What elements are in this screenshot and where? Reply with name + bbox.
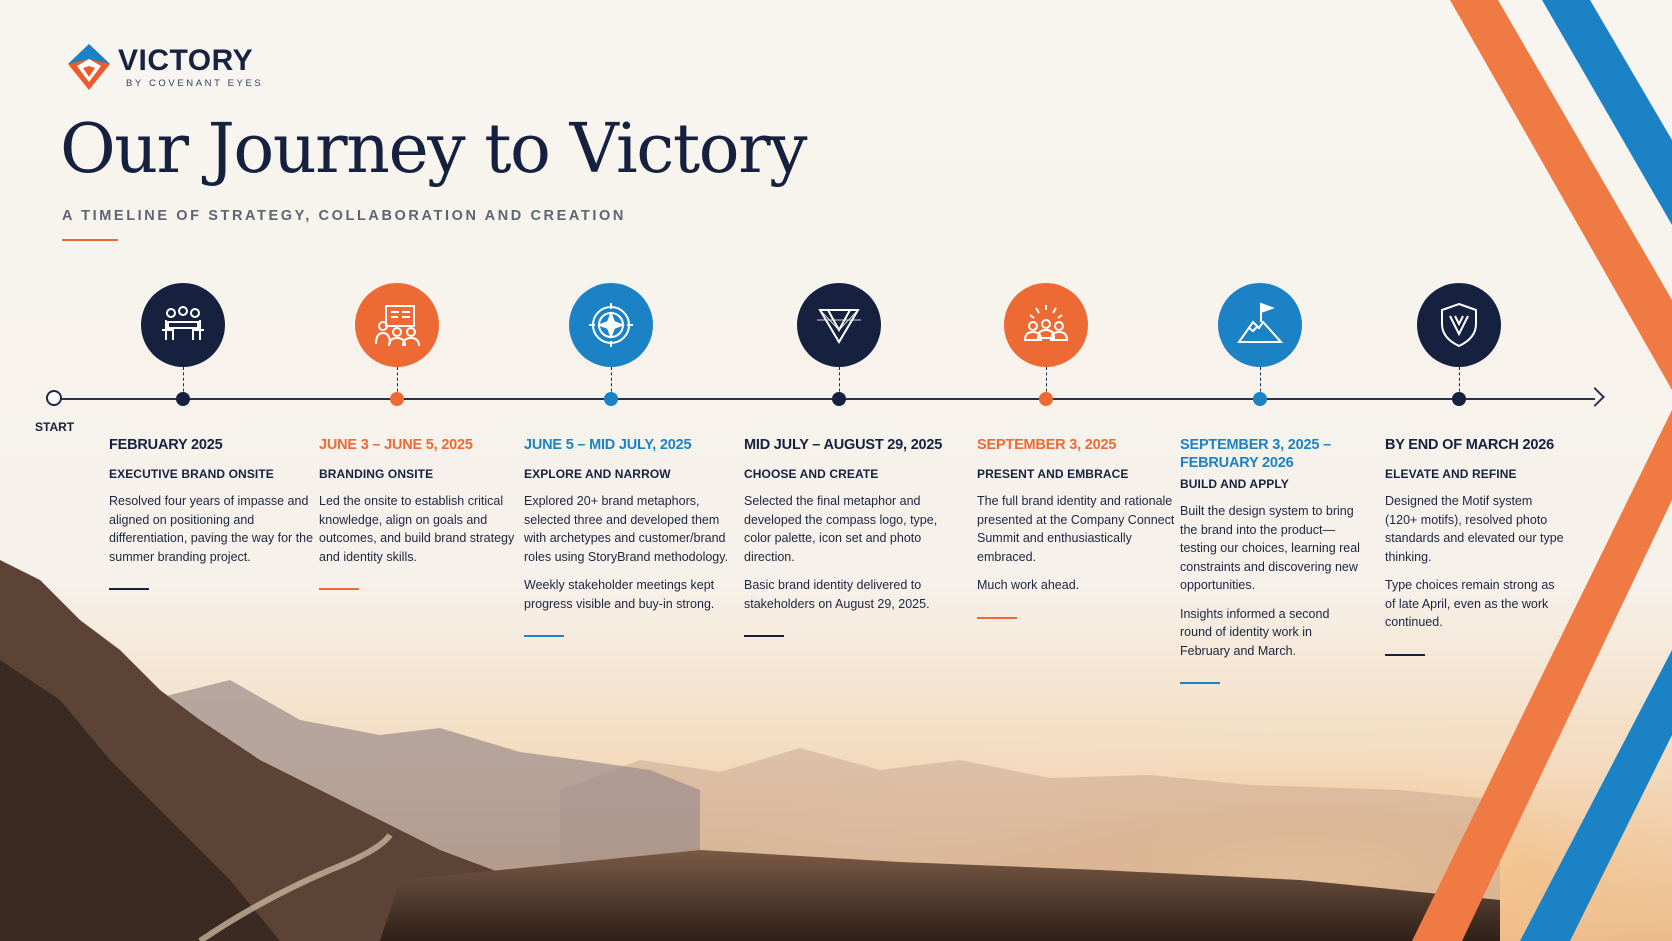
stage-description: Led the onsite to establish critical knowledge, align on goals and outcomes, and build brand strategy and identity skills. — [319, 494, 515, 564]
stage-description: Built the design system to bring the brand into the product—testing our choices, learning real constraints and discovering new opportunities. — [1180, 504, 1360, 592]
stage-date: SEPTEMBER 3, 2025 — [977, 437, 1117, 453]
stage-description: Explored 20+ brand metaphors, selected three and developed them with archetypes and customer/brand roles using StoryBrand methodology. — [524, 494, 729, 564]
stage-description: Resolved four years of impasse and aligned on positioning and differentiation, paving the way for the summer branding project. — [109, 494, 314, 564]
stage-divider — [319, 588, 359, 590]
stage-divider — [524, 635, 564, 637]
stage-date: FEBRUARY 2025 — [109, 437, 223, 453]
stage-phase: EXPLORE AND NARROW — [524, 467, 671, 481]
stage-divider — [109, 588, 149, 590]
stage-marker — [604, 392, 618, 406]
timeline-start-marker — [46, 390, 62, 406]
stage-divider — [1180, 682, 1220, 684]
stage-marker — [176, 392, 190, 406]
stage-description: Basic brand identity delivered to stakeholders on August 29, 2025. — [744, 578, 930, 611]
stage-divider — [977, 617, 1017, 619]
timeline-axis — [55, 398, 1595, 400]
timeline-stage-3 — [524, 436, 729, 637]
stage-phase: EXECUTIVE BRAND ONSITE — [109, 467, 274, 481]
page-subtitle: A TIMELINE OF STRATEGY, COLLABORATION AND CREATION — [62, 208, 626, 224]
stage-marker — [1253, 392, 1267, 406]
stage-date: JUNE 5 – MID JULY, 2025 — [524, 437, 692, 453]
presentation-board-icon — [355, 283, 439, 367]
timeline-stage-7 — [1385, 436, 1565, 656]
stage-description: Weekly stakeholder meetings kept progress visible and buy-in strong. — [524, 578, 715, 611]
stage-description: Much work ahead. — [977, 578, 1080, 592]
stage-date: BY END OF MARCH 2026 — [1385, 437, 1554, 453]
stage-phase: PRESENT AND EMBRACE — [977, 467, 1129, 481]
victory-logo-icon — [66, 42, 112, 92]
stage-phase: BRANDING ONSITE — [319, 467, 434, 481]
timeline-stage-6 — [1180, 436, 1360, 684]
v-mark-icon — [797, 283, 881, 367]
stage-marker — [832, 392, 846, 406]
stage-marker — [390, 392, 404, 406]
stage-divider — [1385, 654, 1425, 656]
stage-date: SEPTEMBER 3, 2025 – FEBRUARY 2026 — [1180, 437, 1331, 471]
timeline-stage-2 — [319, 436, 524, 590]
brand-logo — [66, 42, 263, 92]
stage-description: Type choices remain strong as of late April, even as the work continued. — [1385, 578, 1555, 629]
page-title: Our Journey to Victory — [60, 110, 807, 189]
stage-marker — [1452, 392, 1466, 406]
timeline-stage-1 — [109, 436, 314, 590]
stage-date: MID JULY – AUGUST 29, 2025 — [744, 437, 943, 453]
stage-phase: BUILD AND APPLY — [1180, 477, 1289, 491]
logo-tagline: BY COVENANT EYES — [126, 77, 264, 89]
audience-celebration-icon — [1004, 283, 1088, 367]
stage-description: Insights informed a second round of identity work in February and March. — [1180, 606, 1330, 658]
title-underline — [62, 239, 118, 241]
stage-date: JUNE 3 – JUNE 5, 2025 — [319, 437, 473, 453]
stage-phase: ELEVATE AND REFINE — [1385, 467, 1517, 481]
stage-description: Designed the Motif system (120+ motifs), resolved photo standards and elevated our type thinking. — [1385, 494, 1564, 564]
meeting-table-icon — [141, 283, 225, 367]
stage-marker — [1039, 392, 1053, 406]
stage-description: The full brand identity and rationale presented at the Company Connect Summit and enthusiastically embraced. — [977, 494, 1175, 564]
compass-icon — [569, 283, 653, 367]
mountain-flag-icon — [1218, 283, 1302, 367]
stage-divider — [744, 635, 784, 637]
timeline-stage-5 — [977, 436, 1182, 619]
start-label: START — [35, 420, 75, 434]
shield-v-icon — [1417, 283, 1501, 367]
logo-name: VICTORY — [118, 43, 254, 77]
stage-phase: CHOOSE AND CREATE — [744, 467, 879, 481]
stage-description: Selected the final metaphor and developed the compass logo, type, color palette, icon set and photo direction. — [744, 494, 938, 564]
timeline-stage-4 — [744, 436, 954, 637]
